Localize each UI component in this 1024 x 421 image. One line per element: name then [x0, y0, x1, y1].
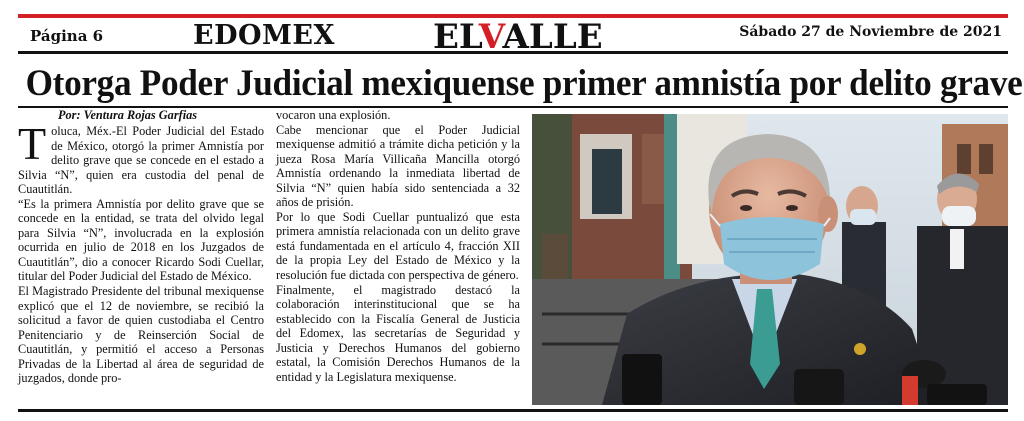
paragraph: Por lo que Sodi Cuellar puntualizó que esta primera amnistía relacionada con un delito grave está fundamentada en el artículo 4, fracción XII de la propia Ley del Estado de México y la resolución fue dictada con perspectiva de género. — [276, 209, 520, 283]
byline: Por: Ventura Rojas Garfias — [58, 108, 198, 122]
paragraph: Toluca, Méx.-El Poder Judicial del Estado de México, otorgó la primer Amnistía por delito grave que se concede en el estado a Silvia “N”, quien era custodia del penal de Cuautitlán. — [18, 118, 264, 197]
paragraph: vocaron una explosión. — [276, 108, 391, 122]
drop-cap: T — [18, 118, 47, 169]
page-number: Página 6 — [30, 27, 104, 45]
bottom-rule — [18, 409, 1008, 412]
paragraph: El Magistrado Presidente del tribunal mexiquense explicó que el 12 de noviembre, se recibió la solicitud a favor de quien custodiaba el Centro Penitenciario y de Reinserción Social de Cuautitlán, y permitió el acceso a Personas Privadas de la Libertad al área de seguridad de juzgados, donde pro- — [18, 284, 264, 386]
paragraph: “Es la primera Amnistía por delito grave que se concede en la entidad, se trata del olvido legal para Silvia “N”, involucrada en la explosión ocurrida en julio de 2018 en los Juzgados de Cuautitlán”, dio a conocer Ricardo Sodi Cuellar, titular del Poder Judicial del Estado de México. — [18, 196, 264, 284]
article-column-1 — [18, 108, 264, 386]
issue-date: Sábado 27 de Noviembre de 2021 — [739, 24, 1002, 40]
section-title: EDOMEX — [193, 20, 335, 51]
article-photo — [532, 114, 1008, 405]
headline: Otorga Poder Judicial mexiquense primer amnistía por delito grave — [25, 63, 1023, 104]
article-column-2 — [276, 108, 520, 384]
paragraph: Cabe mencionar que el Poder Judicial mexiquense admitió a trámite dicha petición y la jueza Rosa María Villicaña Mancilla otorgó Amnistía ordenando la inmediata libertad de Silvia “N” quien había sido sentenciada a 32 años de prisión. — [276, 122, 520, 210]
paragraph: Finalmente, el magistrado destacó la colaboración interinstitucional que se ha establecido con la Fiscalía General de Justicia del Edomex, las secretarías de Seguridad y Justicia y Derechos Humanos del gobierno estatal, la Comisión Derechos Humanos de la entidad y la Legislatura mexiquense. — [276, 282, 520, 384]
newspaper-logo: ELVALLE — [433, 17, 603, 57]
